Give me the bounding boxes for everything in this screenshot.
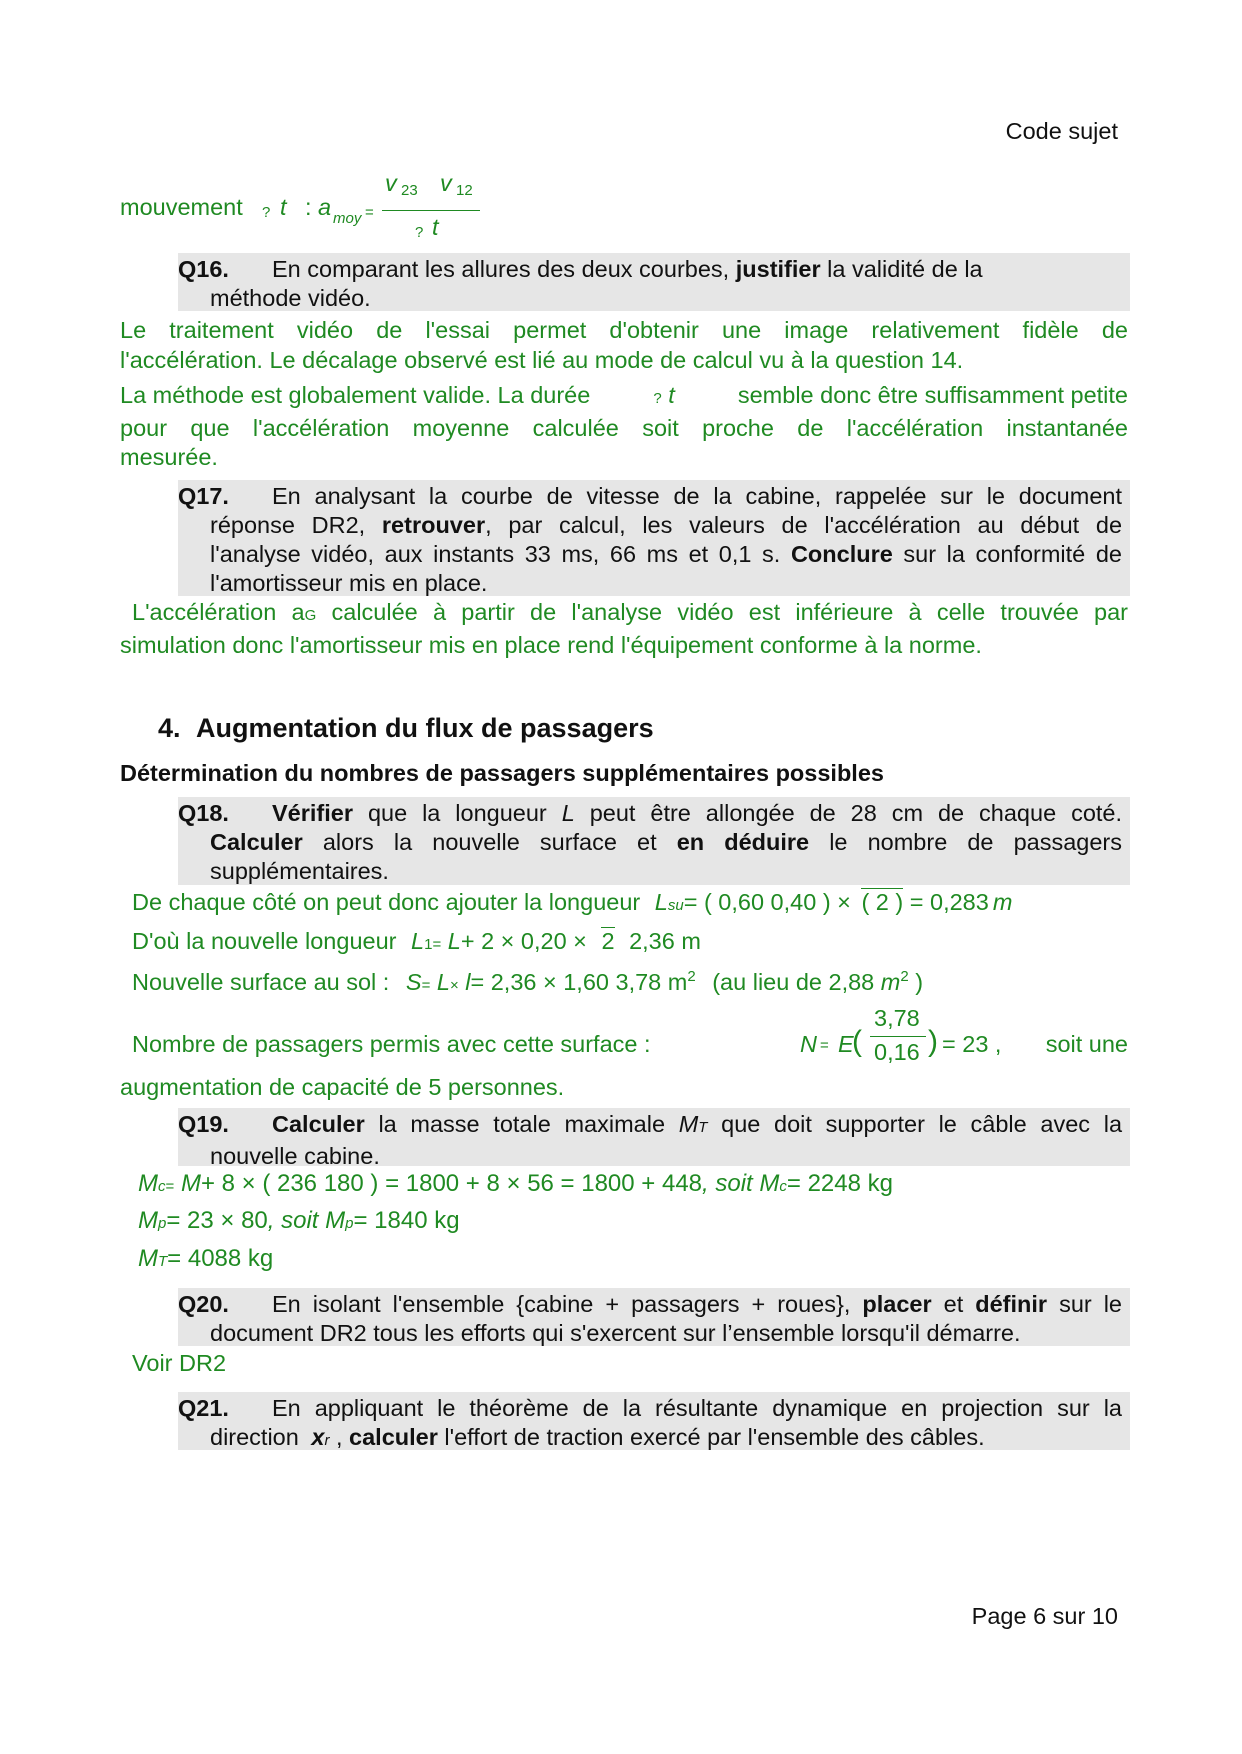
a17-l2: simulation donc l'amortisseur mis en place rend l'équipement conforme à la norme. xyxy=(120,631,982,658)
a16-p1-l2: l'accélération. Le décalage observé est lié au mode de calcul vu à la question 14. xyxy=(120,346,964,373)
q18-L: L xyxy=(561,800,575,826)
a18-l1-rest1: = ( 0,60 0,40 ) × xyxy=(683,889,851,915)
a19-l1-rest: + 8 × ( 236 180 ) = 1800 + 8 × 56 = 1800 + 448 xyxy=(200,1170,703,1197)
q21-l2c: l'effort de traction exercé par l'ensemble des câbles. xyxy=(444,1424,985,1450)
a19-l2-end: = 1840 kg xyxy=(353,1207,460,1234)
question-q17 xyxy=(178,480,1130,596)
question-q19 xyxy=(178,1108,1130,1169)
num-v1: v xyxy=(385,170,397,196)
a18-l3-m: m xyxy=(880,968,901,995)
section-4-heading xyxy=(158,713,654,744)
q16-number: Q16. xyxy=(178,256,229,282)
top-formula xyxy=(120,170,520,240)
a16-delta-t xyxy=(653,381,674,414)
q18-l2a: alors la nouvelle surface et xyxy=(322,829,657,855)
q18-bold-en-deduire: en déduire xyxy=(676,829,810,855)
a18-l4-end: soit une xyxy=(1045,1031,1128,1057)
a19-l3-sub: T xyxy=(158,1253,168,1270)
a19-line-2 xyxy=(138,1207,460,1235)
a18-l2-sqrt: 2 xyxy=(601,928,615,954)
a18-l2-L2: L xyxy=(447,928,461,954)
q18-l1a: que la longueur xyxy=(367,800,547,826)
q18-number: Q18. xyxy=(178,800,229,826)
a19-l2-M: M xyxy=(138,1207,158,1234)
q16-bold-justifier: justifier xyxy=(735,256,821,282)
a18-l3-L: L xyxy=(436,968,450,995)
q17-bold-conclure: Conclure xyxy=(790,541,893,567)
a19-l1-sub: c xyxy=(158,1178,166,1195)
section-4-title: Augmentation du flux de passagers xyxy=(196,713,654,743)
a18-l4-N: N xyxy=(800,1031,817,1057)
formula-colon: : xyxy=(305,194,312,220)
a19-l3-M: M xyxy=(138,1245,158,1272)
q18-bold-calculer: Calculer xyxy=(210,829,303,855)
a19-line-3 xyxy=(138,1245,273,1273)
a18-l3-close: ) xyxy=(915,968,924,995)
a18-l3-x: × xyxy=(449,976,459,994)
a18-l4-rparen: ) xyxy=(928,1025,938,1058)
a18-l3-paren: (au lieu de xyxy=(712,968,822,995)
section-4-subtitle: Détermination du nombres de passagers supplémentaires possibles xyxy=(120,760,884,786)
delta-symbol: ? xyxy=(262,204,271,221)
a18-l2-eq: = xyxy=(432,936,442,953)
q20-l1c: sur le xyxy=(1059,1291,1122,1317)
q17-l1: En analysant la courbe de vitesse de la cabine, rappelée sur le document xyxy=(272,483,1122,509)
q21-x: x xyxy=(311,1424,325,1450)
num-v2-sub: 12 xyxy=(456,182,473,199)
q17-bold-retrouver: retrouver xyxy=(381,512,486,538)
q17-l3b: sur la conformité de xyxy=(903,541,1122,567)
q19-bold-calculer: Calculer xyxy=(272,1111,365,1137)
question-q16 xyxy=(178,253,1130,311)
fraction-bar xyxy=(382,210,480,211)
a16-delta: ? xyxy=(653,390,662,407)
a16-p2-l1a: La méthode est globalement valide. La durée xyxy=(120,382,591,408)
q17-l4: l'amortisseur mis en place. xyxy=(210,570,488,596)
a18-line-5: augmentation de capacité de 5 personnes. xyxy=(120,1074,565,1100)
a16-p2-l1b: semble donc être suffisamment petite xyxy=(737,382,1128,408)
q16-line-2: méthode vidéo. xyxy=(210,285,371,311)
a18-l2-rest2: + 2 × 0,20 × xyxy=(460,928,587,954)
q17-l2a: réponse DR2, xyxy=(210,512,366,538)
q16-text-2: la validité de la xyxy=(827,256,983,282)
a18-l2-rest3: 2,36 m xyxy=(629,928,701,954)
q20-l1a: En isolant l'ensemble {cabine + passagers + roues}, xyxy=(272,1291,851,1317)
a17-l1a: L'accélération a xyxy=(132,599,305,625)
a16-p2-l2: pour que l'accélération moyenne calculée soit proche de l'accélération instantanée xyxy=(120,414,1128,441)
a19-line-1 xyxy=(138,1170,893,1198)
a19-l1-M2: M xyxy=(180,1170,201,1197)
a18-l2-text: D'où la nouvelle longueur xyxy=(132,928,397,954)
a18-l3-S: S xyxy=(405,968,422,995)
q18-bold-verifier: Vérifier xyxy=(272,800,353,826)
a18-l4-den: 0,16 xyxy=(874,1039,920,1065)
q20-bold-placer: placer xyxy=(862,1291,932,1317)
a19-l2-rest: = 23 × 80 xyxy=(166,1207,268,1234)
q21-number: Q21. xyxy=(178,1395,229,1421)
a18-l1-sqrt: ( 2 ) xyxy=(861,889,904,915)
a18-line-2 xyxy=(132,928,701,955)
a19-l2-sub2: p xyxy=(345,1215,354,1232)
footer-page-number: Page 6 sur 10 xyxy=(971,1603,1118,1629)
a19-l1-end: = 2248 kg xyxy=(786,1170,893,1197)
a18-l1-L: L xyxy=(654,889,668,915)
a18-l4-eq: = xyxy=(820,1037,829,1054)
q19-l1a: la masse totale maximale xyxy=(378,1111,666,1137)
q21-comma: , xyxy=(335,1424,343,1450)
question-q20 xyxy=(178,1288,1130,1346)
q21-sub-r: r xyxy=(324,1432,330,1449)
answer-q16-p2 xyxy=(120,381,1128,473)
a16-t: t xyxy=(668,382,675,408)
a18-l4-lparen: ( xyxy=(852,1025,862,1058)
q20-l1b: et xyxy=(943,1291,964,1317)
a19-l2-sub: p xyxy=(158,1215,167,1232)
a18-l4-fraction-bar xyxy=(870,1036,926,1037)
q21-l1: En appliquant le théorème de la résultante dynamique en projection sur la xyxy=(272,1395,1122,1421)
q21-bold-calculer: calculer xyxy=(349,1424,438,1450)
a18-l3-l: l xyxy=(465,968,471,995)
a18-l4-text: Nombre de passagers permis avec cette surface : xyxy=(132,1031,651,1057)
a18-l4-num: 3,78 xyxy=(874,1005,920,1031)
q19-sub: T xyxy=(698,1119,708,1136)
a16-p2-l3: mesurée. xyxy=(120,444,218,470)
header-code-sujet: Code sujet xyxy=(1005,118,1118,144)
a18-line-1 xyxy=(132,889,1012,916)
a18-l3-sup2: 2 xyxy=(900,968,909,985)
a18-l1-unit: m xyxy=(992,889,1013,915)
a17-l1b: calculée à partir de l'analyse vidéo est inférieure à celle trouvée par xyxy=(331,599,1129,625)
a19-l1-M3: M xyxy=(759,1170,780,1197)
q19-l1b: que doit supporter le câble avec la xyxy=(721,1111,1123,1137)
q20-bold-definir: définir xyxy=(975,1291,1048,1317)
a18-l4-E: E xyxy=(838,1031,854,1057)
q19-l2: nouvelle cabine. xyxy=(210,1143,380,1169)
q18-l1b: peut être allongée de 28 cm de chaque coté. xyxy=(589,800,1123,826)
a18-l1-sub: su xyxy=(667,897,684,914)
a18-l1-text: De chaque côté on peut donc ajouter la longueur xyxy=(132,889,641,915)
formula-a-sub: moy xyxy=(333,210,362,227)
q20-number: Q20. xyxy=(178,1291,229,1317)
a19-l1-sub3: c xyxy=(779,1178,787,1195)
q19-M: M xyxy=(678,1111,699,1137)
formula-prefix: mouvement xyxy=(120,194,243,220)
a19-l2-M2: M xyxy=(325,1207,346,1234)
answer-q16-p1 xyxy=(120,316,1128,375)
a18-line-4 xyxy=(132,1005,1128,1065)
a19-l1-eq: = xyxy=(165,1178,175,1195)
den-delta: ? xyxy=(415,224,424,241)
q18-l3: supplémentaires. xyxy=(210,858,389,884)
a18-l2-L: L xyxy=(411,928,425,954)
formula-t: t xyxy=(280,194,287,220)
q20-l2: document DR2 tous les efforts qui s'exercent sur l’ensemble lorsqu'il démarre. xyxy=(210,1320,1021,1346)
a18-l3-text: Nouvelle surface au sol : xyxy=(132,968,390,995)
question-q21 xyxy=(178,1392,1130,1450)
formula-eq: = xyxy=(365,204,374,221)
answer-q17 xyxy=(120,598,1128,660)
q21-l2a: direction xyxy=(210,1424,299,1450)
q18-l2b: le nombre de passagers xyxy=(829,829,1122,855)
den-t: t xyxy=(432,214,439,240)
a16-p1-l1: Le traitement vidéo de l'essai permet d'obtenir une image relativement fidèle de xyxy=(120,317,1128,343)
a18-l1-rest2: = 0,283 xyxy=(909,889,989,915)
a19-l1-soit: , soit xyxy=(702,1170,753,1197)
a18-l3-val: 2,88 xyxy=(828,968,875,995)
a17-sub-g: G xyxy=(304,607,317,624)
a18-l3-rest: = 2,36 × 1,60 3,78 m xyxy=(470,968,688,995)
q19-number: Q19. xyxy=(178,1111,229,1137)
question-q18 xyxy=(178,797,1130,885)
a18-l3-sup: 2 xyxy=(687,968,696,985)
q17-l3a: l'analyse vidéo, aux instants 33 ms, 66 ms et 0,1 s. xyxy=(210,541,781,567)
num-v2: v xyxy=(440,170,452,196)
a19-l3-end: = 4088 kg xyxy=(167,1245,274,1272)
formula-a: a xyxy=(318,194,332,220)
q17-l2b: , par calcul, les valeurs de l'accélération au début de xyxy=(485,512,1123,538)
a18-l4-res: = 23 , xyxy=(942,1031,1002,1057)
num-v1-sub: 23 xyxy=(401,182,418,199)
a19-l1-M: M xyxy=(138,1170,158,1197)
a20-text: Voir DR2 xyxy=(132,1350,227,1376)
section-4-number: 4. xyxy=(158,713,181,743)
q16-text-1: En comparant les allures des deux courbes, xyxy=(272,256,730,282)
a18-l2-sub: 1 xyxy=(424,936,433,953)
a19-l2-soit: , soit xyxy=(267,1207,319,1234)
a18-l3-eq: = xyxy=(421,976,431,994)
q17-number: Q17. xyxy=(178,483,229,509)
a18-line-3 xyxy=(132,968,923,996)
